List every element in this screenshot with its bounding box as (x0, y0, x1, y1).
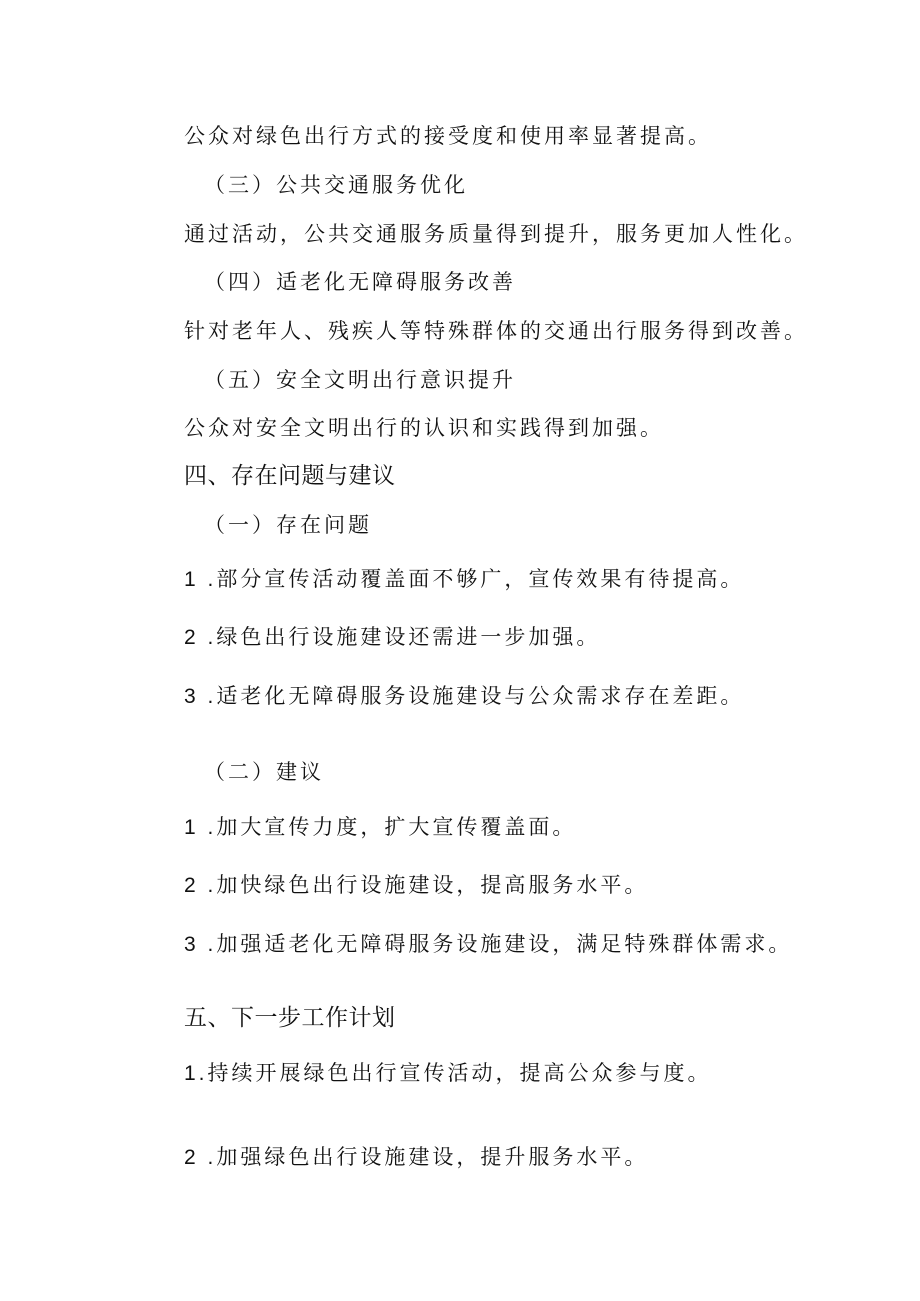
list-item: 1 .加大宣传力度，扩大宣传覆盖面。 (184, 816, 577, 839)
section-heading: 五、下一步工作计划 (184, 1005, 396, 1031)
list-item: 2 .加快绿色出行设施建设，提高服务水平。 (184, 874, 649, 897)
paragraph-text: 公众对安全文明出行的认识和实践得到加强。 (184, 416, 664, 440)
subsection-heading: （五）安全文明出行意识提升 (204, 368, 516, 392)
subsection-heading: （四）适老化无障碍服务改善 (204, 270, 516, 294)
list-item: 1.持续开展绿色出行宣传活动，提高公众参与度。 (184, 1062, 712, 1085)
paragraph-text: 通过活动，公共交通服务质量得到提升，服务更加人性化。 (184, 222, 808, 246)
subsection-heading: （二）建议 (204, 760, 324, 784)
list-item: 3 .加强适老化无障碍服务设施建设，满足特殊群体需求。 (184, 933, 793, 956)
list-item: 2 .加强绿色出行设施建设，提升服务水平。 (184, 1146, 649, 1169)
subsection-heading: （一）存在问题 (204, 513, 372, 537)
paragraph-text: 针对老年人、残疾人等特殊群体的交通出行服务得到改善。 (184, 319, 808, 343)
list-item: 2 .绿色出行设施建设还需进一步加强。 (184, 626, 601, 649)
list-item: 3 .适老化无障碍服务设施建设与公众需求存在差距。 (184, 685, 745, 708)
list-item: 1 .部分宣传活动覆盖面不够广，宣传效果有待提高。 (184, 568, 745, 591)
subsection-heading: （三）公共交通服务优化 (204, 173, 468, 197)
paragraph-text: 公众对绿色出行方式的接受度和使用率显著提高。 (184, 124, 712, 148)
section-heading: 四、存在问题与建议 (184, 463, 396, 489)
